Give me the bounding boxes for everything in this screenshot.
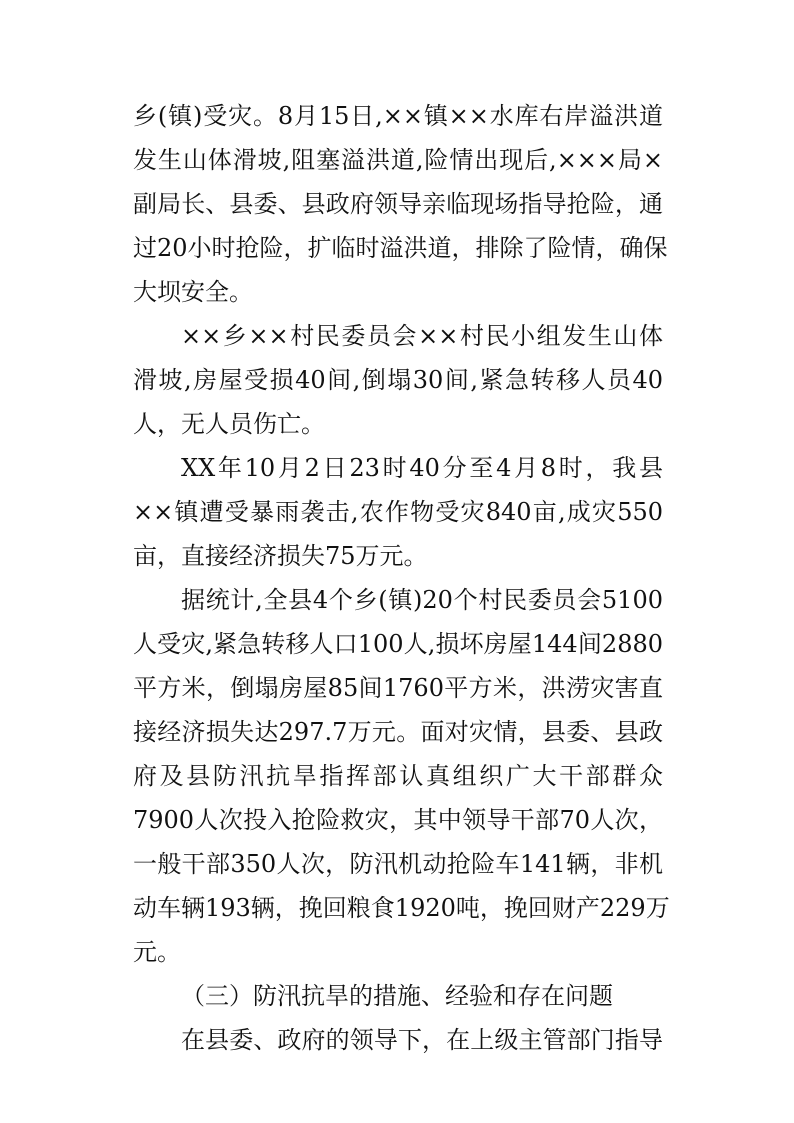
text-line: 接经济损失达297.7万元。面对灾情，县委、县政 <box>133 718 663 746</box>
text-line: 乡(镇)受灾。8月15日,××镇××水库右岸溢洪道 <box>133 102 663 130</box>
text-line: 人，无人员伤亡。 <box>133 410 325 438</box>
text-line: 人受灾,紧急转移人口100人,损坏房屋144间2880 <box>133 630 663 658</box>
paragraph-first-line: 在县委、政府的领导下，在上级主管部门指导 <box>181 1026 663 1054</box>
text-line: 平方米，倒塌房屋85间1760平方米，洪涝灾害直 <box>133 674 663 702</box>
text-line: 动车辆193辆，挽回粮食1920吨，挽回财产229万 <box>133 894 670 922</box>
text-line: 府及县防汛抗旱指挥部认真组织广大干部群众 <box>133 762 663 790</box>
text-line: 大坝安全。 <box>133 278 253 306</box>
text-line: 7900人次投入抢险救灾，其中领导干部70人次， <box>133 806 663 834</box>
text-line: 元。 <box>133 938 181 966</box>
text-line: 亩，直接经济损失75万元。 <box>133 542 428 570</box>
paragraph-first-line: 据统计,全县4个乡(镇)20个村民委员会5100 <box>181 586 663 614</box>
text-line: 滑坡,房屋受损40间,倒塌30间,紧急转移人员40 <box>133 366 663 394</box>
text-line: 过20小时抢险，扩临时溢洪道，排除了险情，确保 <box>133 234 668 262</box>
section-heading: （三）防汛抗旱的措施、经验和存在问题 <box>181 982 613 1010</box>
paragraph-first-line: ××乡××村民委员会××村民小组发生山体 <box>181 322 663 350</box>
text-line: ××镇遭受暴雨袭击,农作物受灾840亩,成灾550 <box>133 498 663 526</box>
text-line: 一般干部350人次，防汛机动抢险车141辆，非机 <box>133 850 663 878</box>
text-line: 发生山体滑坡,阻塞溢洪道,险情出现后,×××局× <box>133 146 663 174</box>
paragraph-first-line: XX年10月2日23时40分至4月8时，我县 <box>181 454 663 482</box>
text-line: 副局长、县委、县政府领导亲临现场指导抢险，通 <box>133 190 663 218</box>
